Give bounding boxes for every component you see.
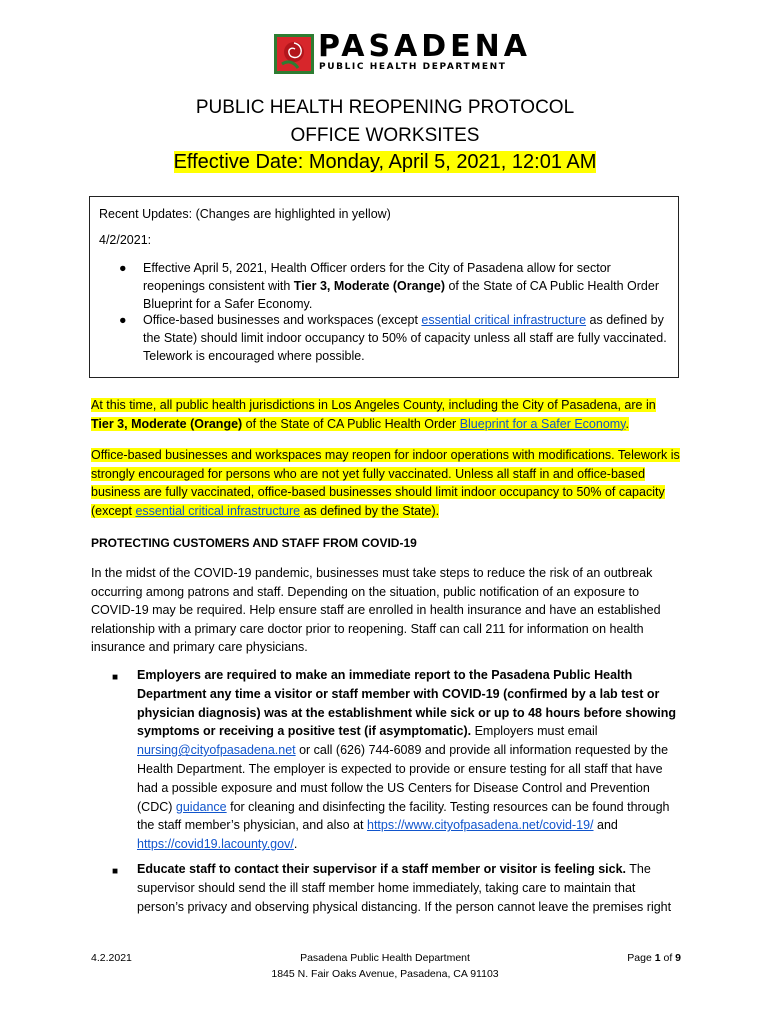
bullet-bold: Tier 3, Moderate (Orange) (293, 279, 445, 293)
footer-street: 1845 N. Fair Oaks Avenue, Pasadena, CA 91103 (271, 968, 499, 980)
bullet-icon: ● (119, 313, 127, 327)
office-text: Office-based businesses and workspaces may reopen for indoor operations with modifications. Telework is strongly encouraged for persons who are not yet fully vaccinated. Unless all staff in and office-based business are fully vaccinated, office-based businesses should limit indoor occupancy to 50% of capacity (except (91, 448, 680, 518)
page-total: 9 (675, 952, 681, 964)
square-bullet-icon: ■ (112, 672, 119, 683)
square-bullet-icon: ■ (112, 866, 119, 877)
tier-paragraph (91, 396, 681, 433)
updates-intro: Recent Updates: (Changes are highlighted in yellow) (99, 207, 391, 221)
tier-text: . (625, 416, 629, 431)
page-of: of (660, 952, 676, 964)
blueprint-link[interactable]: Blueprint for a Safer Economy (459, 416, 626, 431)
updates-date: 4/2/2021: (99, 233, 152, 247)
bullet-text: Effective April 5, 2021, Health Officer orders for the City of Pasadena allow for sector reopenings consistent with (143, 261, 611, 293)
office-paragraph (91, 446, 681, 520)
essential-infrastructure-link[interactable]: essential critical infrastructure (135, 503, 301, 518)
recent-updates-box (89, 196, 679, 378)
item-text: The supervisor should send the ill staff member home immediately, taking care to maintain that person’s privacy and observing physical distancing. If the person cannot leave the premises right (137, 862, 672, 914)
educate-staff-item (137, 860, 682, 916)
effective-date-text: Effective Date: Monday, April 5, 2021, 12:01 AM (173, 151, 597, 173)
effective-date (0, 150, 770, 174)
item-bold: Educate staff to contact their supervisor if a staff member or visitor is feeling sick. (137, 862, 627, 876)
page-label: Page (627, 952, 655, 964)
section-heading: PROTECTING CUSTOMERS AND STAFF FROM COVID-19 (91, 536, 417, 550)
tier-bold: Tier 3, Moderate (Orange) (91, 416, 243, 431)
pasadena-logo (274, 29, 531, 76)
rose-logo-icon (274, 34, 314, 74)
logo-wordmark: PASADENA (318, 29, 531, 64)
tier-text: of the State of CA Public Health Order (242, 416, 460, 431)
item-text: and (593, 818, 618, 833)
footer-date: 4.2.2021 (91, 952, 132, 964)
essential-infrastructure-link[interactable]: essential critical infrastructure (421, 313, 587, 327)
tier-text: At this time, all public health jurisdictions in Los Angeles County, including the City of Pasadena, are in (91, 398, 656, 412)
cdc-guidance-link[interactable]: guidance (175, 799, 227, 814)
email-link[interactable]: nursing@cityofpasadena.net (137, 743, 296, 758)
bullet-icon: ● (119, 261, 127, 275)
pasadena-covid-link[interactable]: https://www.cityofpasadena.net/covid-19/ (367, 818, 594, 833)
item-text: . (293, 837, 298, 852)
page-current: 1 (654, 952, 661, 964)
update-bullet-1 (119, 259, 671, 313)
logo-subtitle: PUBLIC HEALTH DEPARTMENT (319, 62, 507, 72)
office-text: as defined by the State). (300, 503, 440, 518)
report-requirement-item (137, 666, 682, 854)
bullet-text: as defined by the State) should limit indoor occupancy to 50% of capacity unless all staff are fully vaccinated. Telework is encouraged where possible. (143, 313, 667, 363)
item-text: Employers must email (471, 724, 598, 739)
page-number (627, 950, 681, 966)
item-text: for cleaning and disinfecting the facility. Testing resources can be found through the staff member’s physician, and also at (137, 799, 670, 833)
covid-paragraph: In the midst of the COVID-19 pandemic, businesses must take steps to reduce the risk of an outbreak occurring among patrons and staff. Depending on the situation, public notification of an exposure to COVID-19 may be required. Help ensure staff are enrolled in health insurance and have an established relationship with a primary care doctor prior to reopening. Staff can call 211 for information on health insurance and primary care physicians. (91, 566, 661, 654)
footer-dept: Pasadena Public Health Department (300, 952, 470, 964)
bullet-text: Office-based businesses and workspaces (except (143, 313, 422, 327)
item-text: or call (626) 744-6089 and provide all information requested by the Health Department. The employer is expected to provide or ensure testing for all staff that have had a possible exposure and must follow the US Centers for Disease Control and Prevention (CDC) (137, 743, 669, 814)
update-bullet-2 (119, 311, 671, 365)
item-bold: Employers are required to make an immediate report to the Pasadena Public Health Department any time a visitor or staff member with COVID-19 (confirmed by a lab test or physician diagnosis) was at the establishment while sick or up to 48 hours before showing symptoms or receiving a positive test (if asymptomatic). (137, 668, 677, 739)
lacounty-covid-link[interactable]: https://covid19.lacounty.gov/ (137, 837, 294, 852)
bullet-text: of the State of CA Public Health Order Blueprint for a Safer Economy. (143, 279, 659, 311)
doc-subtitle: OFFICE WORKSITES (290, 125, 480, 146)
doc-title: PUBLIC HEALTH REOPENING PROTOCOL (195, 97, 575, 118)
